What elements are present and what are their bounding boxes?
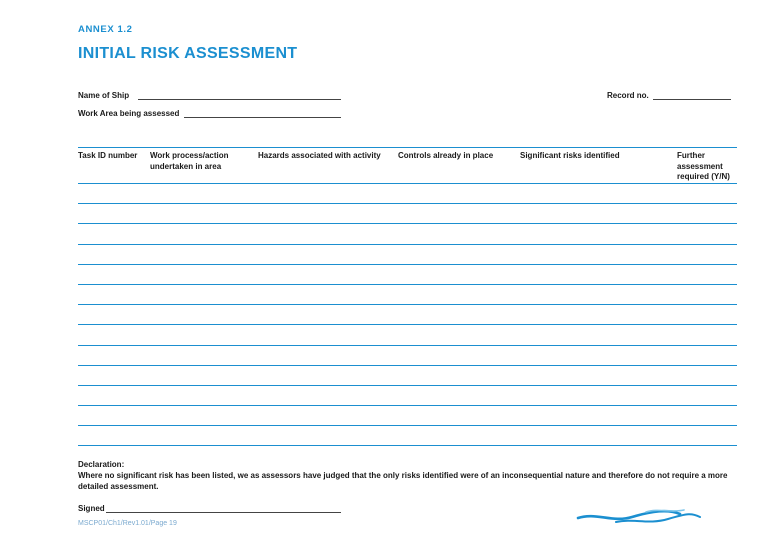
column-header-controls: Controls already in place <box>398 151 494 160</box>
column-header-work-process: Work process/action undertaken in area <box>150 151 229 171</box>
assessment-table-body <box>78 183 737 446</box>
table-row[interactable] <box>78 365 737 385</box>
ship-name-label: Name of Ship <box>78 91 130 100</box>
table-row[interactable] <box>78 203 737 223</box>
column-header-task-id: Task ID number <box>78 151 138 160</box>
table-row[interactable] <box>78 345 737 365</box>
table-row[interactable] <box>78 244 737 264</box>
page-footer: MSCP01/Ch1/Rev1.01/Page 19 <box>78 520 177 527</box>
ship-name-field[interactable] <box>138 99 341 100</box>
signed-label: Signed <box>78 504 105 513</box>
declaration-title: Declaration: <box>78 460 125 469</box>
wave-logo-icon <box>576 505 702 527</box>
table-row[interactable] <box>78 324 737 344</box>
page-title: INITIAL RISK ASSESSMENT <box>78 45 298 62</box>
table-row[interactable] <box>78 405 737 425</box>
table-row[interactable] <box>78 425 737 445</box>
table-bottom-rule <box>78 445 737 446</box>
table-row[interactable] <box>78 183 737 203</box>
column-header-further-assessment: Further assessment required (Y/N) <box>677 151 730 181</box>
table-row[interactable] <box>78 304 737 324</box>
record-no-label: Record no. <box>607 91 649 100</box>
table-row[interactable] <box>78 223 737 243</box>
column-header-significant-risks: Significant risks identified <box>520 151 620 160</box>
signature-field[interactable] <box>106 512 341 513</box>
column-header-hazards: Hazards associated with activity <box>258 151 381 160</box>
record-no-field[interactable] <box>653 99 731 100</box>
table-row[interactable] <box>78 284 737 304</box>
annex-label: ANNEX 1.2 <box>78 24 133 35</box>
table-row[interactable] <box>78 264 737 284</box>
table-row[interactable] <box>78 385 737 405</box>
work-area-label: Work Area being assessed <box>78 109 180 118</box>
work-area-field[interactable] <box>184 117 341 118</box>
declaration-text: Where no significant risk has been listed, we as assessors have judged that the only risks identified were of an inconsequential nature and therefore do not require a more detailed assessment. <box>78 471 728 491</box>
table-top-rule <box>78 147 737 148</box>
